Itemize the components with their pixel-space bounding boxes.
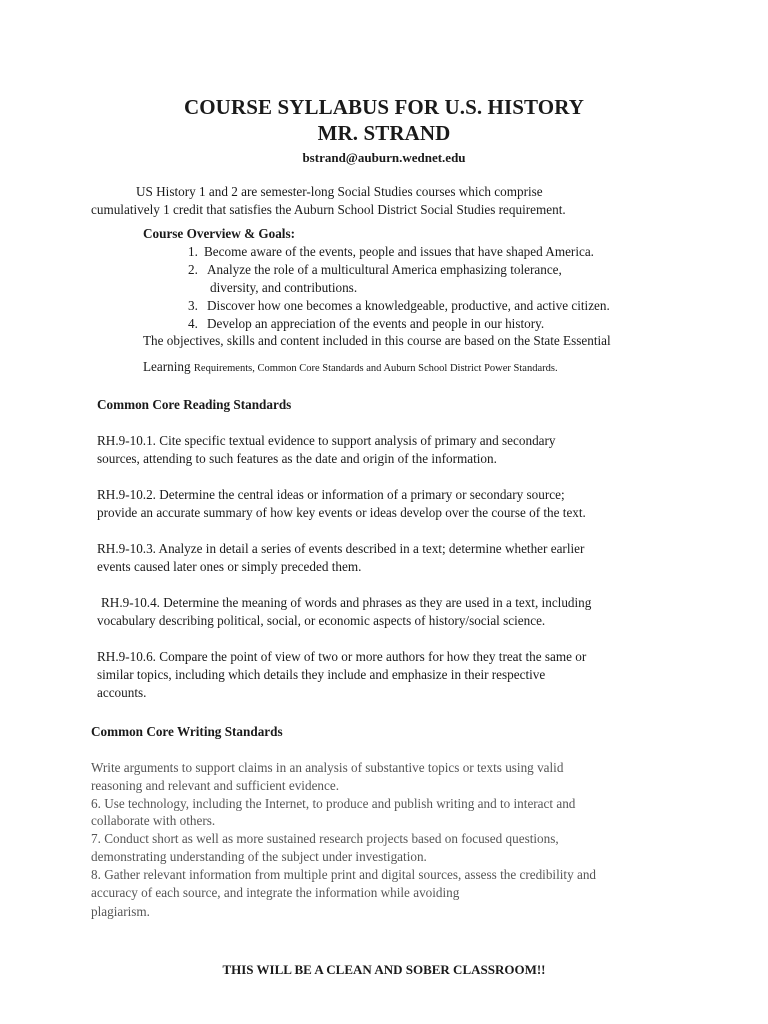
objectives-line-2 bbox=[143, 358, 558, 378]
goal-3-text: Discover how one becomes a knowledgeable, productive, and active citizen. bbox=[207, 298, 610, 313]
reading-item-5-line-1: RH.9-10.6. Compare the point of view of two or more authors for how they treat the same or bbox=[97, 649, 587, 664]
intro-line-1: US History 1 and 2 are semester-long Social Studies courses which comprise bbox=[136, 184, 543, 199]
writing-line-5: 7. Conduct short as well as more sustained research projects based on focused questions, bbox=[91, 831, 559, 846]
intro-line-2: cumulatively 1 credit that satisfies the Auburn School District Social Studies requirement. bbox=[91, 202, 566, 217]
reading-item-2-line-1: RH.9-10.2. Determine the central ideas or information of a primary or secondary source; bbox=[97, 487, 565, 502]
goal-3-num: 3. bbox=[188, 298, 198, 313]
writing-heading: Common Core Writing Standards bbox=[91, 724, 283, 739]
page-title: COURSE SYLLABUS FOR U.S. HISTORY bbox=[183, 95, 584, 119]
writing-line-7: 8. Gather relevant information from multiple print and digital sources, assess the credibility and bbox=[91, 867, 597, 882]
objectives-line-1: The objectives, skills and content included in this course are based on the State Essential bbox=[143, 333, 611, 348]
goal-1-text: Become aware of the events, people and issues that have shaped America. bbox=[204, 244, 594, 259]
goal-2-text: Analyze the role of a multicultural America emphasizing tolerance, bbox=[207, 262, 562, 277]
overview-heading: Course Overview & Goals: bbox=[143, 226, 295, 241]
objectives-line-2-start: Learning bbox=[143, 359, 194, 374]
reading-item-4-line-2: vocabulary describing political, social, or economic aspects of history/social science. bbox=[97, 613, 546, 628]
objectives-line-2-rest: Requirements, Common Core Standards and Auburn School District Power Standards. bbox=[193, 363, 558, 374]
goal-4-num: 4. bbox=[188, 316, 198, 331]
teacher-email: bstrand@auburn.wednet.edu bbox=[302, 150, 466, 165]
reading-item-3-line-1: RH.9-10.3. Analyze in detail a series of events described in a text; determine whether earlier bbox=[97, 541, 585, 556]
goal-2-num: 2. bbox=[188, 262, 198, 277]
reading-item-3-line-2: events caused later ones or simply preceded them. bbox=[97, 559, 362, 574]
writing-line-1: Write arguments to support claims in an analysis of substantive topics or texts using valid bbox=[91, 760, 564, 775]
writing-line-8: accuracy of each source, and integrate the information while avoiding bbox=[91, 885, 460, 900]
reading-item-5-line-2: similar topics, including which details they include and emphasize in their respective bbox=[97, 667, 546, 682]
reading-item-1-line-1: RH.9-10.1. Cite specific textual evidence to support analysis of primary and secondary bbox=[97, 433, 556, 448]
goal-4-text: Develop an appreciation of the events and people in our history. bbox=[207, 316, 545, 331]
goal-2-text-cont: diversity, and contributions. bbox=[210, 280, 358, 295]
writing-line-6: demonstrating understanding of the subject under investigation. bbox=[91, 849, 427, 864]
writing-line-4: collaborate with others. bbox=[91, 813, 216, 828]
reading-item-4-line-1: RH.9-10.4. Determine the meaning of words and phrases as they are used in a text, including bbox=[101, 595, 592, 610]
teacher-name: MR. STRAND bbox=[317, 121, 451, 145]
goal-1-num: 1. bbox=[188, 244, 198, 259]
classroom-rule: THIS WILL BE A CLEAN AND SOBER CLASSROOM!! bbox=[222, 962, 546, 977]
reading-item-2-line-2: provide an accurate summary of how key events or ideas develop over the course of the text. bbox=[97, 505, 586, 520]
reading-item-5-line-3: accounts. bbox=[97, 685, 147, 700]
reading-item-1-line-2: sources, attending to such features as the date and origin of the information. bbox=[97, 451, 497, 466]
writing-line-9: plagiarism. bbox=[91, 904, 150, 919]
writing-line-3: 6. Use technology, including the Internet, to produce and publish writing and to interact and bbox=[91, 796, 576, 811]
reading-heading: Common Core Reading Standards bbox=[97, 397, 292, 412]
writing-line-2: reasoning and relevant and sufficient evidence. bbox=[91, 778, 340, 793]
